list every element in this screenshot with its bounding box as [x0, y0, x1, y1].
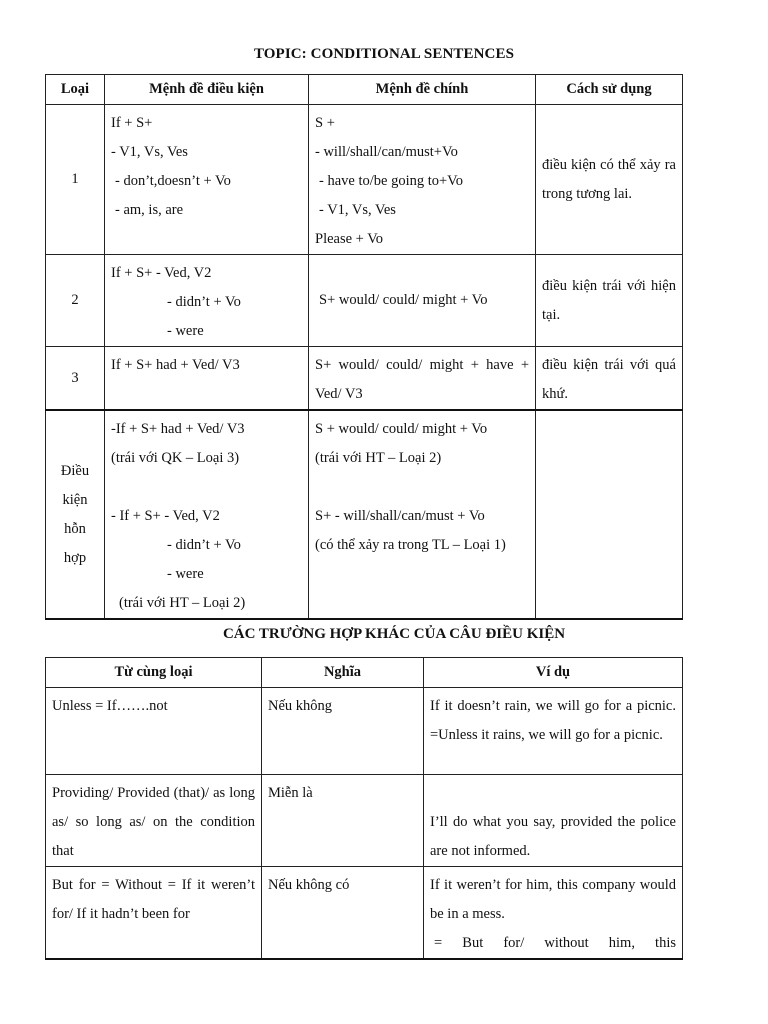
header-type: Loại: [46, 75, 105, 105]
usage-cell: điều kiện trái với quá khứ.: [536, 347, 683, 411]
condition-cell: [105, 255, 309, 347]
spacer: [315, 473, 529, 502]
table-row: [46, 105, 683, 255]
meaning-cell: Nếu không: [262, 688, 424, 775]
condition-cell: [105, 105, 309, 255]
main-line: S + would/ could/ might + Vo: [315, 421, 488, 437]
condition-line: If + S+ - Ved, V2: [111, 265, 212, 281]
condition-line: - didn’t + Vo: [167, 537, 241, 553]
type-cell: 3: [46, 347, 105, 411]
table-row: [46, 688, 683, 775]
condition-line: (trái với HT – Loại 2): [119, 595, 246, 611]
type-cell: Điều kiện hỗn hợp: [46, 410, 105, 619]
condition-line: - am, is, are: [115, 202, 184, 218]
example-cell: I’ll do what you say, provided the police are not informed.: [424, 775, 683, 867]
other-cases-table: [45, 657, 683, 960]
type-cell: 2: [46, 255, 105, 347]
table-row: [46, 255, 683, 347]
type-cell: 1: [46, 105, 105, 255]
table-row: [46, 347, 683, 411]
example-line: If it weren’t for him, this company would be in a mess.: [430, 877, 676, 922]
main-line: S+ would/ could/ might + Vo: [319, 292, 488, 308]
header-condition: Mệnh đề điều kiện: [105, 75, 309, 105]
condition-line: - V1, Vs, Ves: [111, 144, 188, 160]
header-meaning: Nghĩa: [262, 658, 424, 688]
main-line: Please + Vo: [315, 231, 384, 247]
word-cell: Providing/ Provided (that)/ as long as/ so long as/ on the condition that: [46, 775, 262, 867]
main-cell: [309, 255, 536, 347]
conditional-types-table: [45, 74, 683, 620]
condition-line: - were: [167, 566, 204, 582]
main-line: - have to/be going to+Vo: [319, 173, 464, 189]
table-header-row: [46, 75, 683, 105]
condition-cell: [105, 347, 309, 411]
header-example: Ví dụ: [424, 658, 683, 688]
usage-cell: điều kiện có thể xảy ra trong tương lai.: [536, 105, 683, 255]
condition-line: - don’t,doesn’t + Vo: [115, 173, 231, 189]
main-line: - V1, Vs, Ves: [319, 202, 396, 218]
meaning-cell: Nếu không có: [262, 867, 424, 960]
condition-line: - were: [167, 323, 204, 339]
example-cell: [424, 867, 683, 960]
spacer: [111, 473, 302, 502]
page-title: TOPIC: CONDITIONAL SENTENCES: [253, 46, 515, 62]
condition-line: If + S+ had + Ved/ V3: [111, 357, 240, 373]
table-header-row: [46, 658, 683, 688]
header-usage: Cách sử dụng: [536, 75, 683, 105]
main-line: S+ - will/shall/can/must + Vo: [315, 508, 485, 524]
main-cell: [309, 105, 536, 255]
word-cell: But for = Without = If it weren’t for/ If it hadn’t been for: [46, 867, 262, 960]
main-cell: [309, 410, 536, 619]
usage-cell: [536, 410, 683, 619]
example-cell: If it doesn’t rain, we will go for a picnic. =Unless it rains, we will go for a picnic.: [424, 688, 683, 775]
table-row: [46, 410, 683, 619]
main-cell: S+ would/ could/ might + have + Ved/ V3: [309, 347, 536, 411]
table-row: [46, 867, 683, 960]
table-row: [46, 775, 683, 867]
example-line: = But for/ without him, this: [434, 935, 676, 951]
section-subtitle: CÁC TRƯỜNG HỢP KHÁC CỦA CÂU ĐIỀU KIỆN: [222, 626, 566, 642]
usage-cell: điều kiện trái với hiện tại.: [536, 255, 683, 347]
word-cell: Unless = If…….not: [46, 688, 262, 775]
main-line: S +: [315, 115, 335, 131]
meaning-cell: Miễn là: [262, 775, 424, 867]
header-main: Mệnh đề chính: [309, 75, 536, 105]
condition-line: -If + S+ had + Ved/ V3: [111, 421, 245, 437]
condition-line: - didn’t + Vo: [167, 294, 241, 310]
condition-cell: [105, 410, 309, 619]
main-line: (có thể xảy ra trong TL – Loại 1): [315, 537, 506, 553]
main-line: - will/shall/can/must+Vo: [315, 144, 458, 160]
header-word: Từ cùng loại: [46, 658, 262, 688]
condition-line: - If + S+ - Ved, V2: [111, 508, 220, 524]
main-line: (trái với HT – Loại 2): [315, 450, 442, 466]
condition-line: (trái với QK – Loại 3): [111, 450, 240, 466]
condition-line: If + S+: [111, 115, 153, 131]
